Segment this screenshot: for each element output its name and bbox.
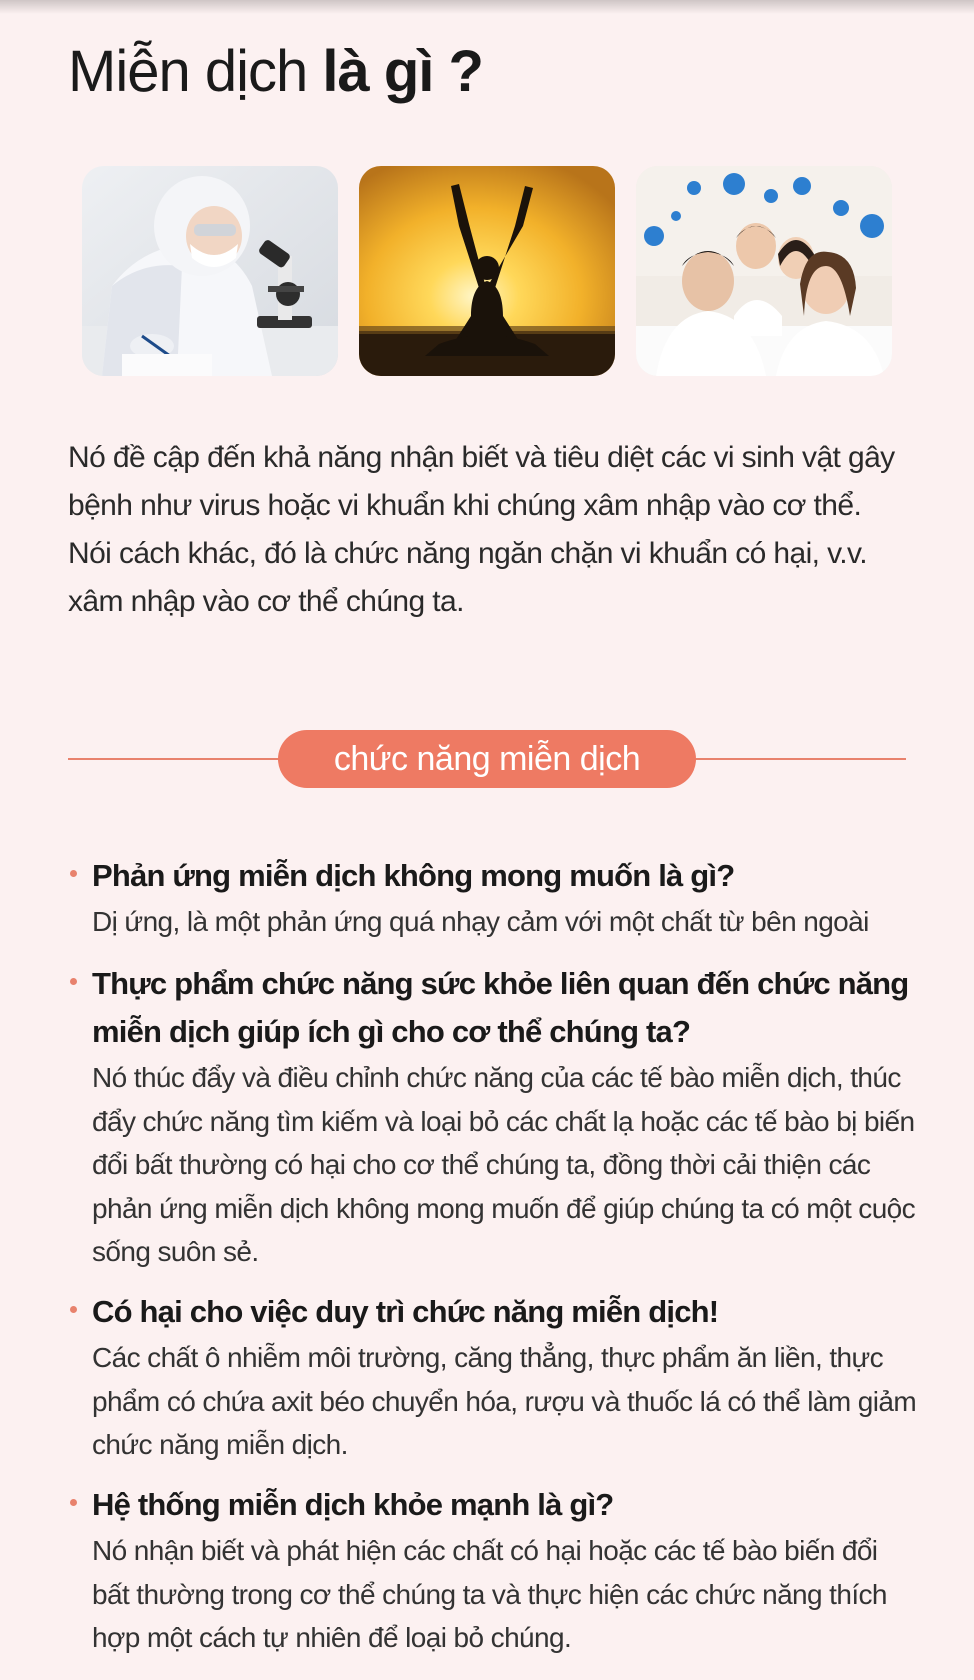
faq-question: Có hại cho việc duy trì chức năng miễn dịch! — [92, 1294, 719, 1329]
bullet-dot-icon — [70, 870, 77, 877]
family-virus-photo — [636, 166, 892, 376]
section-label-pill: chức năng miễn dịch — [278, 730, 696, 788]
page-title-bold: là gì ? — [322, 39, 483, 104]
faq-item — [68, 1288, 918, 1467]
page-title — [68, 38, 483, 105]
intro-paragraph: Nó đề cập đến khả năng nhận biết và tiêu diệt các vi sinh vật gây bệnh như virus hoặc vi khuẩn khi chúng xâm nhập vào cơ thể. Nói cách khác, đó là chức năng ngăn chặn vi khuẩn có hại, v.v. xâm nhập vào cơ thể chúng ta. — [68, 441, 895, 618]
faq-item — [68, 960, 918, 1274]
image-row — [82, 166, 892, 376]
faq-answer: Nó thúc đẩy và điều chỉnh chức năng của các tế bào miễn dịch, thúc đẩy chức năng tìm kiếm và loại bỏ các chất lạ hoặc các tế bào bị biến đổi bất thường có hại cho cơ thể chúng ta, đồng thời cải thiện các phản ứng miễn dịch không mong muốn để giúp chúng ta có một cuộc sống suôn sẻ. — [92, 1062, 916, 1267]
faq-question: Phản ứng miễn dịch không mong muốn là gì? — [92, 858, 735, 893]
faq-item — [68, 852, 918, 944]
section-divider — [68, 730, 906, 788]
bullet-dot-icon — [70, 978, 77, 985]
faq-question: Hệ thống miễn dịch khỏe mạnh là gì? — [92, 1487, 614, 1522]
bullet-dot-icon — [70, 1306, 77, 1313]
faq-question: Thực phẩm chức năng sức khỏe liên quan đến chức năng miễn dịch giúp ích gì cho cơ thể chúng ta? — [92, 966, 909, 1049]
scientist-microscope-photo — [82, 166, 338, 376]
faq-answer: Các chất ô nhiễm môi trường, căng thẳng, thực phẩm ăn liền, thực phẩm có chứa axit béo chuyển hóa, rượu và thuốc lá có thể làm giảm chức năng miễn dịch. — [92, 1342, 917, 1460]
faq-answer: Nó nhận biết và phát hiện các chất có hại hoặc các tế bào biến đổi bất thường trong cơ thể chúng ta và thực hiện các chức năng thích hợp một cách tự nhiên để loại bỏ chúng. — [92, 1535, 887, 1653]
top-shadow — [0, 0, 974, 14]
faq-item — [68, 1481, 918, 1660]
sunset-silhouette-photo — [359, 166, 615, 376]
faq-answer: Dị ứng, là một phản ứng quá nhạy cảm với một chất từ bên ngoài — [92, 906, 869, 937]
bullet-dot-icon — [70, 1499, 77, 1506]
page-title-regular: Miễn dịch — [68, 39, 323, 104]
